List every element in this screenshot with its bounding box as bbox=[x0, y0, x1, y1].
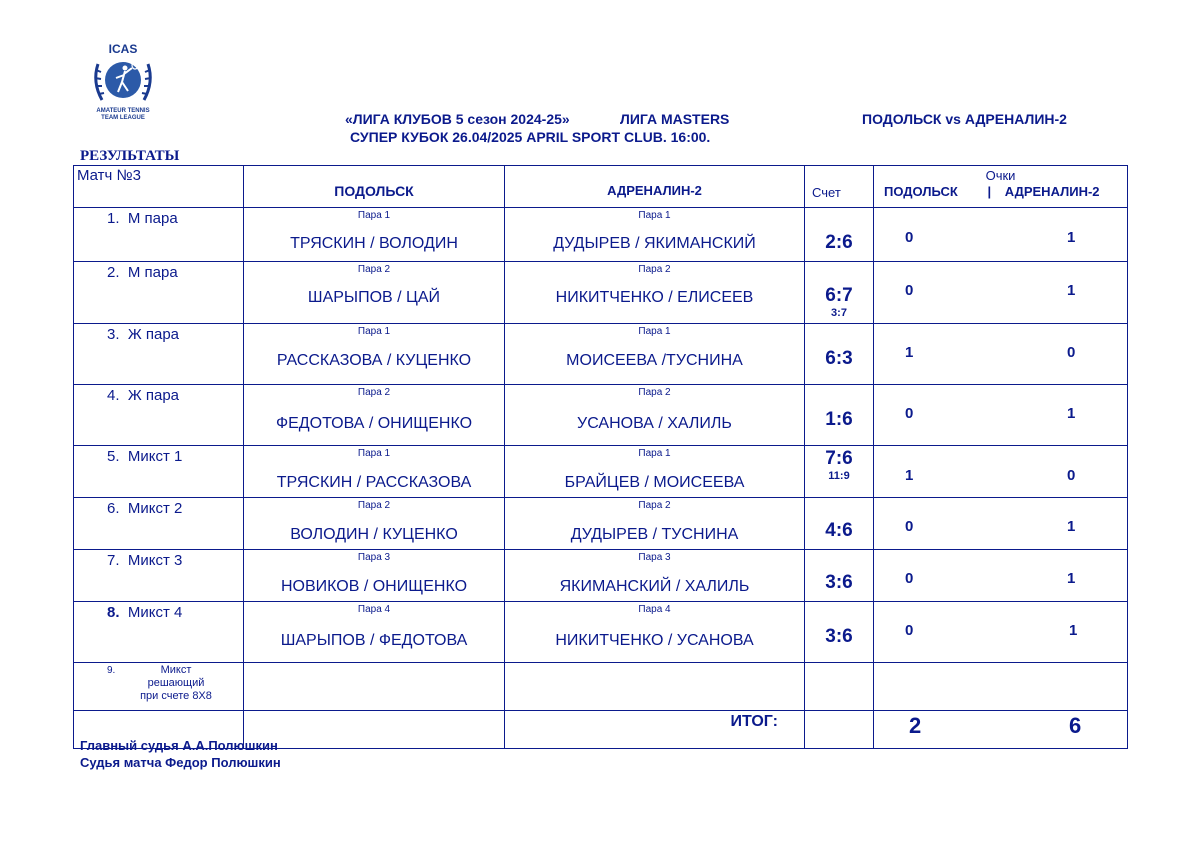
table-row bbox=[74, 550, 1128, 602]
pair-a-label: Пара 2 bbox=[357, 387, 391, 398]
pair-a-label: Пара 1 bbox=[357, 326, 391, 337]
row-label: 4. Ж пара bbox=[107, 387, 180, 404]
players-a: ВОЛОДИН / КУЦЕНКО bbox=[290, 526, 458, 543]
row-label: 6. Микст 2 bbox=[107, 500, 183, 517]
points-b: 1 bbox=[1067, 518, 1076, 535]
players-a: ШАРЫПОВ / ФЕДОТОВА bbox=[280, 632, 468, 649]
row-label: 1. М пара bbox=[107, 210, 178, 227]
pair-a-label: Пара 4 bbox=[357, 604, 391, 615]
pair-b-label: Пара 4 bbox=[638, 604, 671, 615]
pair-a-label: Пара 2 bbox=[357, 264, 391, 275]
players-a: РАССКАЗОВА / КУЦЕНКО bbox=[276, 352, 472, 369]
points-separator: | bbox=[987, 184, 992, 199]
logo-subtitle-line2: TEAM LEAGUE bbox=[101, 115, 145, 121]
score: 7:6 bbox=[825, 448, 853, 469]
row-label: 8. Микст 4 bbox=[107, 604, 183, 621]
teams-title: ПОДОЛЬСК vs АДРЕНАЛИН-2 bbox=[862, 111, 1067, 127]
masters-title: ЛИГА MASTERS bbox=[620, 111, 730, 127]
points-team-names bbox=[884, 184, 1100, 199]
total-team-a: 2 bbox=[909, 713, 922, 738]
points-b: 0 bbox=[1067, 467, 1076, 484]
logo-subtitle bbox=[82, 108, 164, 122]
score: 4:6 bbox=[825, 520, 853, 541]
pair-b-label: Пара 1 bbox=[638, 326, 671, 337]
points-header: Очки bbox=[985, 168, 1016, 183]
tennis-player-emblem-icon bbox=[88, 54, 158, 110]
points-b: 1 bbox=[1067, 570, 1076, 587]
players-b: НИКИТЧЕНКО / УСАНОВА bbox=[555, 632, 754, 649]
match-referee: Судья матча Федор Полюшкин bbox=[80, 755, 281, 770]
points-a: 1 bbox=[905, 467, 914, 484]
pair-a-label: Пара 2 bbox=[357, 500, 391, 511]
score: 6:3 bbox=[825, 348, 853, 369]
points-b: 1 bbox=[1069, 622, 1078, 639]
players-b: УСАНОВА / ХАЛИЛЬ bbox=[577, 415, 732, 432]
chief-referee: Главный судья А.А.Полюшкин bbox=[80, 738, 278, 753]
table-row bbox=[74, 602, 1128, 663]
pair-a-label: Пара 3 bbox=[357, 552, 391, 563]
decider-line2: решающий bbox=[147, 677, 205, 689]
pair-a-label: Пара 1 bbox=[357, 448, 391, 459]
points-a: 0 bbox=[905, 282, 914, 299]
row-number: 9. bbox=[107, 665, 116, 676]
total-team-b: 6 bbox=[1069, 713, 1082, 738]
team-a-header: ПОДОЛЬСК bbox=[334, 183, 414, 199]
row-label: 2. М пара bbox=[107, 264, 178, 281]
pair-b-label: Пара 2 bbox=[638, 500, 671, 511]
pair-b-label: Пара 1 bbox=[638, 448, 671, 459]
score-header: Счет bbox=[812, 185, 841, 200]
points-team-a: ПОДОЛЬСК bbox=[884, 184, 958, 199]
table-row bbox=[74, 385, 1128, 446]
points-b: 0 bbox=[1067, 344, 1076, 361]
logo-title: ICAS bbox=[108, 42, 138, 56]
icas-logo bbox=[82, 42, 164, 128]
players-b: ЯКИМАНСКИЙ / ХАЛИЛЬ bbox=[559, 578, 750, 595]
players-b: МОИСЕЕВА /ТУСНИНА bbox=[566, 352, 743, 369]
points-a: 0 bbox=[905, 229, 914, 246]
table-row bbox=[74, 208, 1128, 262]
players-b: ДУДЫРЕВ / ЯКИМАНСКИЙ bbox=[553, 235, 756, 252]
row-label: 3. Ж пара bbox=[107, 326, 180, 343]
table-row bbox=[74, 498, 1128, 550]
score: 6:7 bbox=[825, 285, 853, 306]
total-label: ИТОГ: bbox=[730, 713, 778, 730]
players-b: ДУДЫРЕВ / ТУСНИНА bbox=[570, 526, 739, 543]
score: 3:6 bbox=[825, 572, 853, 593]
pair-b-label: Пара 3 bbox=[638, 552, 671, 563]
decider-line3: при счете 8Х8 bbox=[140, 690, 212, 702]
score: 2:6 bbox=[825, 232, 853, 253]
players-a: ШАРЫПОВ / ЦАЙ bbox=[307, 289, 441, 306]
score: 3:6 bbox=[825, 626, 853, 647]
table-header-row bbox=[74, 166, 1128, 208]
points-a: 0 bbox=[905, 570, 914, 587]
pair-b-label: Пара 2 bbox=[638, 387, 671, 398]
score: 1:6 bbox=[825, 409, 853, 430]
pair-b-label: Пара 1 bbox=[638, 210, 671, 221]
table-row bbox=[74, 262, 1128, 324]
points-b: 1 bbox=[1067, 282, 1076, 299]
pair-a-label: Пара 1 bbox=[357, 210, 391, 221]
players-b: БРАЙЦЕВ / МОИСЕЕВА bbox=[564, 474, 745, 491]
points-a: 0 bbox=[905, 405, 914, 422]
points-a: 1 bbox=[905, 344, 914, 361]
points-a: 0 bbox=[905, 518, 914, 535]
cup-subtitle: СУПЕР КУБОК 26.04/2025 APRIL SPORT CLUB. 16:00. bbox=[350, 129, 711, 145]
results-heading: РЕЗУЛЬТАТЫ bbox=[80, 148, 180, 164]
players-b: НИКИТЧЕНКО / ЕЛИСЕЕВ bbox=[555, 289, 754, 306]
players-a: НОВИКОВ / ОНИЩЕНКО bbox=[280, 578, 468, 595]
table-row-decider bbox=[74, 663, 1128, 711]
points-a: 0 bbox=[905, 622, 914, 639]
pair-b-label: Пара 2 bbox=[638, 264, 671, 275]
players-a: ТРЯСКИН / ВОЛОДИН bbox=[290, 235, 458, 252]
table-row bbox=[74, 446, 1128, 498]
results-table bbox=[73, 165, 1128, 749]
tiebreak-score: 3:7 bbox=[831, 307, 847, 319]
table-row bbox=[74, 324, 1128, 385]
row-label: 5. Микст 1 bbox=[107, 448, 183, 465]
points-b: 1 bbox=[1067, 229, 1076, 246]
team-b-header: АДРЕНАЛИН-2 bbox=[607, 183, 702, 198]
points-b: 1 bbox=[1067, 405, 1076, 422]
players-a: ФЕДОТОВА / ОНИЩЕНКО bbox=[275, 415, 473, 432]
decider-label bbox=[136, 664, 216, 703]
players-a: ТРЯСКИН / РАССКАЗОВА bbox=[276, 474, 472, 491]
logo-subtitle-line1: AMATEUR TENNIS bbox=[96, 108, 150, 114]
tiebreak-score: 11:9 bbox=[828, 470, 850, 482]
row-label: 7. Микст 3 bbox=[107, 552, 183, 569]
points-team-b: АДРЕНАЛИН-2 bbox=[1004, 184, 1100, 199]
match-number: Матч №3 bbox=[77, 167, 141, 184]
decider-line1: Микст bbox=[160, 664, 192, 676]
league-title: «ЛИГА КЛУБОВ 5 сезон 2024-25» bbox=[345, 111, 570, 127]
